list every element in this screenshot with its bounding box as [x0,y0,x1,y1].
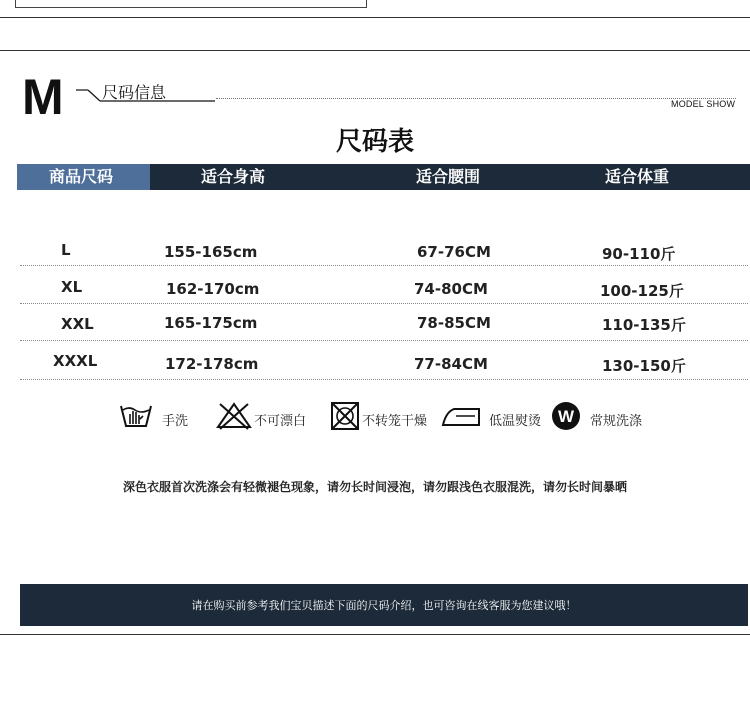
table-cell-size: XXL [61,315,94,333]
care-label: 低温熨烫 [489,414,542,429]
svg-text:W: W [557,407,575,426]
care-label: 手洗 [162,414,189,429]
table-cell-waist: 74-80CM [414,280,488,298]
divider-bottom [0,634,750,635]
column-header-size: 商品尺码 [49,167,114,186]
size-table-title: 尺码表 [335,127,414,157]
table-cell-height: 162-170cm [166,280,260,298]
table-cell-waist: 67-76CM [417,243,491,261]
footer-text: 请在购买前参考我们宝贝描述下面的尺码介绍，也可咨询在线客服为您建议哦！ [191,599,577,612]
table-cell-weight: 130-150斤 [602,357,686,375]
size-letter: M [22,69,64,125]
section-title: 尺码信息 [102,83,167,102]
row-divider [20,379,748,380]
column-header-weight: 适合体重 [605,167,670,186]
table-cell-weight: 110-135斤 [602,316,686,334]
table-cell-waist: 78-85CM [417,314,491,332]
table-cell-size: L [61,241,71,259]
row-divider [20,340,748,341]
table-cell-size: XL [61,278,83,296]
table-cell-height: 155-165cm [164,243,258,261]
table-cell-weight: 100-125斤 [600,282,684,300]
care-notice: 深色衣服首次洗涤会有轻微褪色现象，请勿长时间浸泡，请勿跟浅色衣服混洗，请勿长时间暴晒 [122,480,627,494]
row-divider [20,303,748,304]
care-label: 不可漂白 [254,414,307,429]
normal-wash-icon [550,400,582,432]
column-header-height: 适合身高 [201,167,266,186]
table-cell-weight: 90-110斤 [602,245,676,263]
care-label: 不转笼干燥 [362,414,428,429]
row-divider [20,265,748,266]
divider-section [0,50,750,51]
divider-top [0,17,750,18]
care-label: 常规洗涤 [590,414,643,429]
table-cell-waist: 77-84CM [414,355,488,373]
low-iron-icon [440,404,482,428]
table-cell-height: 165-175cm [164,314,258,332]
model-show-label: MODEL SHOW [671,99,736,109]
hand-wash-icon [119,402,153,428]
table-cell-size: XXXL [53,352,98,370]
top-frame [15,0,367,8]
column-header-waist: 适合腰围 [416,167,481,186]
no-tumble-dry-icon [330,401,360,431]
table-cell-height: 172-178cm [165,355,259,373]
dotted-divider [216,98,736,99]
no-bleach-icon [214,400,254,430]
